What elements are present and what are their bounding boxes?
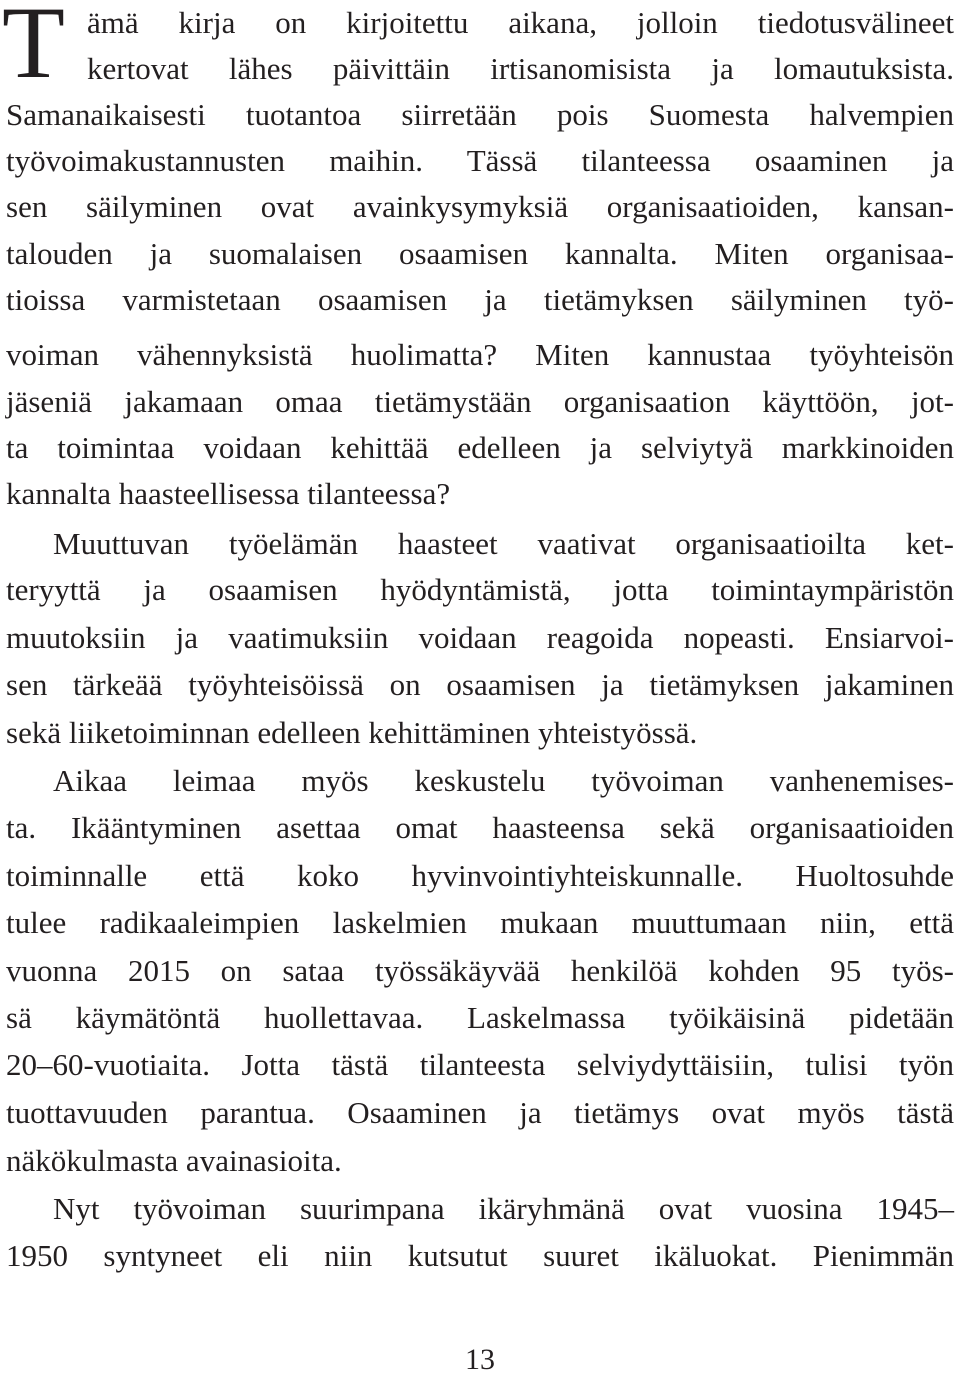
text-line: työvoimakustannusten maihin. Tässä tilanteessa osaaminen ja (6, 143, 954, 178)
text-line: sä käymätöntä huollettavaa. Laskelmassa työikäisinä pidetään (6, 1000, 954, 1035)
text-line: toiminnalle että koko hyvinvointiyhteiskunnalle. Huoltosuhde (6, 858, 954, 893)
text-line: jäseniä jakamaan omaa tietämystään organisaation käyttöön, jot- (6, 384, 954, 419)
text-line: näkökulmasta avainasioita. (6, 1143, 342, 1178)
text-line: sen säilyminen ovat avainkysymyksiä organisaatioiden, kansan- (6, 189, 954, 224)
text-line: Aikaa leimaa myös keskustelu työvoiman vanhenemises- (53, 763, 954, 798)
text-line: 1950 syntyneet eli niin kutsutut suuret ikäluokat. Pienimmän (6, 1238, 954, 1273)
text-line: kertovat lähes päivittäin irtisanomisista ja lomautuksista. (87, 51, 954, 86)
text-line: teryyttä ja osaamisen hyödyntämistä, jotta toimintaympäristön (6, 572, 954, 607)
text-line: Muuttuvan työelämän haasteet vaativat organisaatioilta ket- (53, 526, 954, 561)
text-line: 20–60-vuotiaita. Jotta tästä tilanteesta selviydyttäisiin, tulisi työn (6, 1047, 954, 1082)
text-line: talouden ja suomalaisen osaamisen kannalta. Miten organisaa- (6, 236, 954, 271)
page-number: 13 (465, 1343, 495, 1376)
text-line: voiman vähennyksistä huolimatta? Miten kannustaa työyhteisön (6, 337, 954, 372)
text-line: ta toimintaa voidaan kehittää edelleen ja selviytyä markkinoiden (6, 430, 954, 465)
text-line: Samanaikaisesti tuotantoa siirretään pois Suomesta halvempien (6, 97, 954, 132)
text-line: tuottavuuden parantua. Osaaminen ja tietämys ovat myös tästä (6, 1095, 954, 1130)
text-line: kannalta haasteellisessa tilanteessa? (6, 476, 451, 511)
text-line: muutoksiin ja vaatimuksiin voidaan reagoida nopeasti. Ensiarvoi- (6, 620, 954, 655)
text-line: ta. Ikääntyminen asettaa omat haasteensa sekä organisaatioiden (6, 810, 954, 845)
text-line: sen tärkeää työyhteisöissä on osaamisen ja tietämyksen jakaminen (6, 667, 954, 702)
drop-cap: T (2, 0, 65, 100)
text-line: vuonna 2015 on sataa työssäkäyvää henkilöä kohden 95 työs- (6, 953, 954, 988)
text-line: sekä liiketoiminnan edelleen kehittäminen yhteistyössä. (6, 715, 698, 750)
text-line: ämä kirja on kirjoitettu aikana, jolloin tiedotusvälineet (87, 5, 954, 40)
text-line: tioissa varmistetaan osaamisen ja tietämyksen säilyminen työ- (6, 282, 954, 317)
text-line: tulee radikaaleimpien laskelmien mukaan muuttumaan niin, että (6, 905, 954, 940)
text-line: Nyt työvoiman suurimpana ikäryhmänä ovat vuosina 1945– (53, 1191, 954, 1226)
